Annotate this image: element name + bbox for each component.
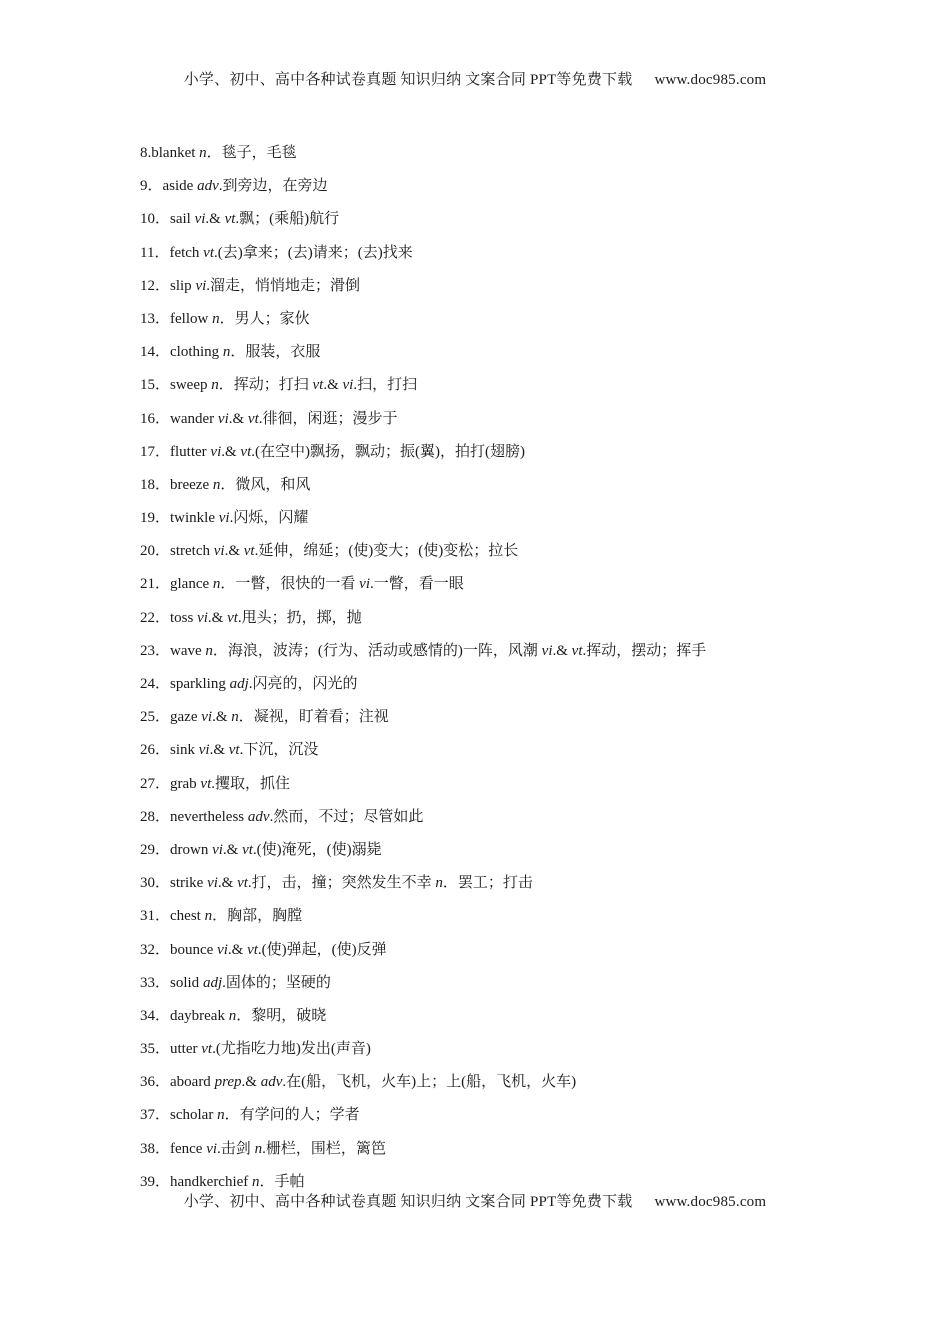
entry-text: 17．flutter (140, 443, 211, 460)
part-of-speech: n (254, 1140, 263, 1157)
entry-text: .& (205, 211, 225, 228)
entry-text: .攫取，抓住 (211, 775, 290, 792)
entry-text: .& (221, 443, 241, 460)
part-of-speech: vt (247, 941, 258, 958)
entry-text: 22．toss (140, 609, 198, 626)
entry-text: .& (224, 543, 244, 560)
entry-text: ．毯子，毛毯 (206, 145, 297, 161)
part-of-speech: adj (202, 974, 223, 991)
page-header (0, 68, 950, 89)
part-of-speech: n (204, 908, 213, 925)
entry-text: ．一瞥，很快的一看 (220, 576, 360, 593)
header-text: 小学、初中、高中各种试卷真题 知识归纳 文案合同 PPT等免费下载 (183, 72, 633, 88)
vocab-entry (140, 407, 860, 440)
footer-text: 小学、初中、高中各种试卷真题 知识归纳 文案合同 PPT等免费下载 (183, 1194, 633, 1210)
entry-text: 11．fetch (140, 244, 204, 261)
entry-text: .闪亮的，闪光的 (248, 676, 358, 692)
part-of-speech: prep (214, 1074, 242, 1091)
part-of-speech: vi (212, 841, 223, 858)
header-url[interactable]: www.doc985.com (654, 72, 767, 88)
entry-text: .& (228, 410, 248, 427)
entry-text: 16．wander (140, 410, 218, 427)
vocab-entry (140, 207, 860, 240)
entry-text: 38．fence (140, 1140, 207, 1157)
entry-text: .& (212, 709, 232, 726)
part-of-speech: vi (342, 377, 354, 394)
entry-text: .& (209, 742, 229, 759)
part-of-speech: vt (201, 1041, 213, 1058)
entry-text: .& (241, 1074, 261, 1091)
entry-text: 34．daybreak (140, 1007, 229, 1024)
vocab-entry (140, 1070, 860, 1103)
part-of-speech: vi (207, 875, 218, 892)
part-of-speech: vi (218, 510, 230, 527)
entry-text: .甩头；扔，掷，抛 (237, 609, 362, 626)
entry-text: .(使)弹起，(使)反弹 (257, 941, 387, 958)
part-of-speech: adv (247, 808, 270, 825)
part-of-speech: vt (224, 211, 236, 228)
entry-text: .固体的；坚硬的 (222, 974, 331, 991)
part-of-speech: vi (359, 576, 370, 593)
part-of-speech: vi (217, 410, 229, 427)
entry-text: 20．stretch (140, 543, 214, 560)
entry-text: 30．strike (140, 875, 208, 892)
entry-text: ．有学问的人；学者 (224, 1107, 360, 1124)
entry-text: ．手帕 (259, 1173, 305, 1190)
entry-text: .挥动，摆动；挥手 (582, 642, 707, 659)
vocab-entry (140, 772, 860, 805)
part-of-speech: vi (198, 742, 210, 759)
entry-text: .下沉，沉没 (239, 742, 319, 759)
part-of-speech: vt (312, 377, 324, 394)
part-of-speech: adj (229, 676, 249, 692)
vocab-entry (140, 838, 860, 871)
vocab-entry (140, 373, 860, 406)
part-of-speech: vi (194, 211, 206, 228)
entry-text: 15．sweep (140, 377, 212, 394)
part-of-speech: vt (203, 244, 214, 261)
part-of-speech: vt (240, 443, 252, 460)
entry-text: 18．breeze (140, 476, 213, 493)
vocab-entry (140, 805, 860, 838)
entry-text: .一瞥，看一眼 (370, 576, 464, 593)
entry-text: 24．sparkling (140, 676, 230, 692)
vocab-entry (140, 174, 860, 207)
vocab-entry (140, 1004, 860, 1037)
entry-text: .& (207, 609, 228, 626)
part-of-speech: n (228, 1007, 237, 1024)
vocab-entry (140, 1037, 860, 1070)
entry-text: .徘徊，闲逛；漫步于 (258, 410, 398, 427)
part-of-speech: vi (201, 709, 213, 726)
part-of-speech: n (212, 476, 221, 493)
vocab-entry (140, 1137, 860, 1170)
vocab-entry (140, 904, 860, 937)
part-of-speech: n (231, 709, 239, 726)
vocab-entry (140, 307, 860, 340)
vocab-entry (140, 141, 860, 174)
part-of-speech: n (211, 377, 219, 394)
entry-text: 14．clothing (140, 344, 223, 361)
entry-text: 8.blanket (140, 145, 200, 161)
entry-text: .溜走，悄悄地走；滑倒 (206, 277, 361, 294)
vocab-entry (140, 506, 860, 539)
entry-text: .然而，不过；尽管如此 (269, 808, 424, 825)
entry-text: 23．wave (140, 642, 206, 659)
entry-text: .扫，打扫 (353, 377, 418, 394)
part-of-speech: vt (237, 875, 248, 892)
vocab-entry (140, 705, 860, 738)
part-of-speech: vt (571, 642, 583, 659)
entry-text: .栅栏，围栏，篱笆 (262, 1140, 386, 1157)
entry-text: 36．aboard (140, 1074, 215, 1091)
entry-text: ．罢工；打击 (442, 875, 533, 892)
entry-text: ．男人；家伙 (219, 310, 310, 327)
entry-text: 33．solid (140, 974, 203, 991)
part-of-speech: vi (217, 941, 228, 958)
entry-text: ．黎明，破晓 (236, 1007, 327, 1024)
vocab-entry (140, 473, 860, 506)
part-of-speech: vi (197, 609, 208, 626)
vocab-entry (140, 440, 860, 473)
entry-text: 28．nevertheless (140, 808, 248, 825)
part-of-speech: n (199, 145, 207, 161)
part-of-speech: vt (247, 410, 259, 427)
part-of-speech: vt (242, 841, 253, 858)
entry-text: .在(船，飞机，火车)上；上(船，飞机，火车) (282, 1074, 577, 1091)
entry-text: .到旁边，在旁边 (218, 178, 328, 195)
part-of-speech: n (205, 642, 213, 659)
part-of-speech: vi (541, 642, 553, 659)
entry-text: .延伸，绵延；(使)变大；(使)变松；拉长 (254, 543, 519, 560)
part-of-speech: vi (195, 277, 207, 294)
entry-text: 9．aside (140, 178, 198, 195)
part-of-speech: n (217, 1107, 225, 1124)
part-of-speech: vi (206, 1140, 218, 1157)
entry-text: .(在空中)飘扬，飘动；振(翼)，拍打(翅膀) (251, 443, 525, 460)
vocab-entry (140, 938, 860, 971)
part-of-speech: vi (210, 443, 222, 460)
entry-text: ．胸部，胸膛 (212, 908, 303, 925)
entry-text: 12．slip (140, 277, 196, 294)
entry-text: ．微风，和风 (220, 476, 311, 493)
vocab-entry (140, 971, 860, 1004)
entry-text: ．海浪，波涛；(行为、活动或感情的)一阵，风潮 (212, 642, 542, 659)
entry-text: ．凝视，盯着看；注视 (238, 709, 389, 726)
entry-text: 29．drown (140, 841, 213, 858)
page-footer (0, 1190, 950, 1211)
part-of-speech: vt (200, 775, 212, 792)
part-of-speech: n (222, 344, 231, 361)
entry-text: .(尤指吃力地)发出(声音) (212, 1041, 371, 1058)
vocab-entry (140, 241, 860, 274)
entry-text: 21．glance (140, 576, 213, 593)
entry-text: ．服装，衣服 (230, 344, 321, 361)
entry-text: .飘；(乘船)航行 (235, 211, 340, 228)
part-of-speech: n (212, 310, 220, 327)
part-of-speech: vt (228, 742, 240, 759)
vocab-entry (140, 606, 860, 639)
entry-text: 13．fellow (140, 310, 213, 327)
entry-text: 35．utter (140, 1041, 202, 1058)
entry-text: .& (323, 377, 343, 394)
vocab-entry (140, 539, 860, 572)
entry-text: 26．sink (140, 742, 199, 759)
vocab-entry (140, 871, 860, 904)
part-of-speech: vt (243, 543, 255, 560)
entry-text: .(使)淹死，(使)溺毙 (252, 841, 382, 858)
entry-text: .闪烁，闪耀 (229, 510, 309, 527)
footer-url[interactable]: www.doc985.com (654, 1194, 767, 1210)
part-of-speech: vi (213, 543, 225, 560)
entry-text: 32．bounce (140, 941, 218, 958)
part-of-speech: vt (227, 609, 238, 626)
entry-text: .& (552, 642, 572, 659)
entry-text: 37．scholar (140, 1107, 218, 1124)
part-of-speech: n (252, 1173, 260, 1190)
part-of-speech: adv (197, 178, 219, 195)
part-of-speech: adv (260, 1074, 283, 1091)
vocabulary-list (140, 141, 860, 1203)
vocab-entry (140, 274, 860, 307)
vocab-entry (140, 738, 860, 771)
vocab-entry (140, 572, 860, 605)
part-of-speech: n (212, 576, 221, 593)
entry-text: 39．handkerchief (140, 1173, 253, 1190)
entry-text: 31．chest (140, 908, 205, 925)
vocab-entry (140, 639, 860, 672)
entry-text: 25．gaze (140, 709, 202, 726)
entry-text: 19．twinkle (140, 510, 219, 527)
entry-text: .(去)拿来；(去)请来；(去)找来 (214, 244, 413, 261)
vocab-entry (140, 672, 860, 705)
entry-text: .& (217, 875, 238, 892)
part-of-speech: n (435, 875, 443, 892)
entry-text: .& (227, 941, 248, 958)
entry-text: .打，击，撞；突然发生不幸 (247, 875, 436, 892)
vocab-entry (140, 340, 860, 373)
vocab-entry (140, 1103, 860, 1136)
entry-text: .击剑 (217, 1140, 255, 1157)
entry-text: 10．sail (140, 211, 195, 228)
entry-text: .& (222, 841, 243, 858)
entry-text: ．挥动；打扫 (218, 377, 313, 394)
entry-text: 27．grab (140, 775, 201, 792)
